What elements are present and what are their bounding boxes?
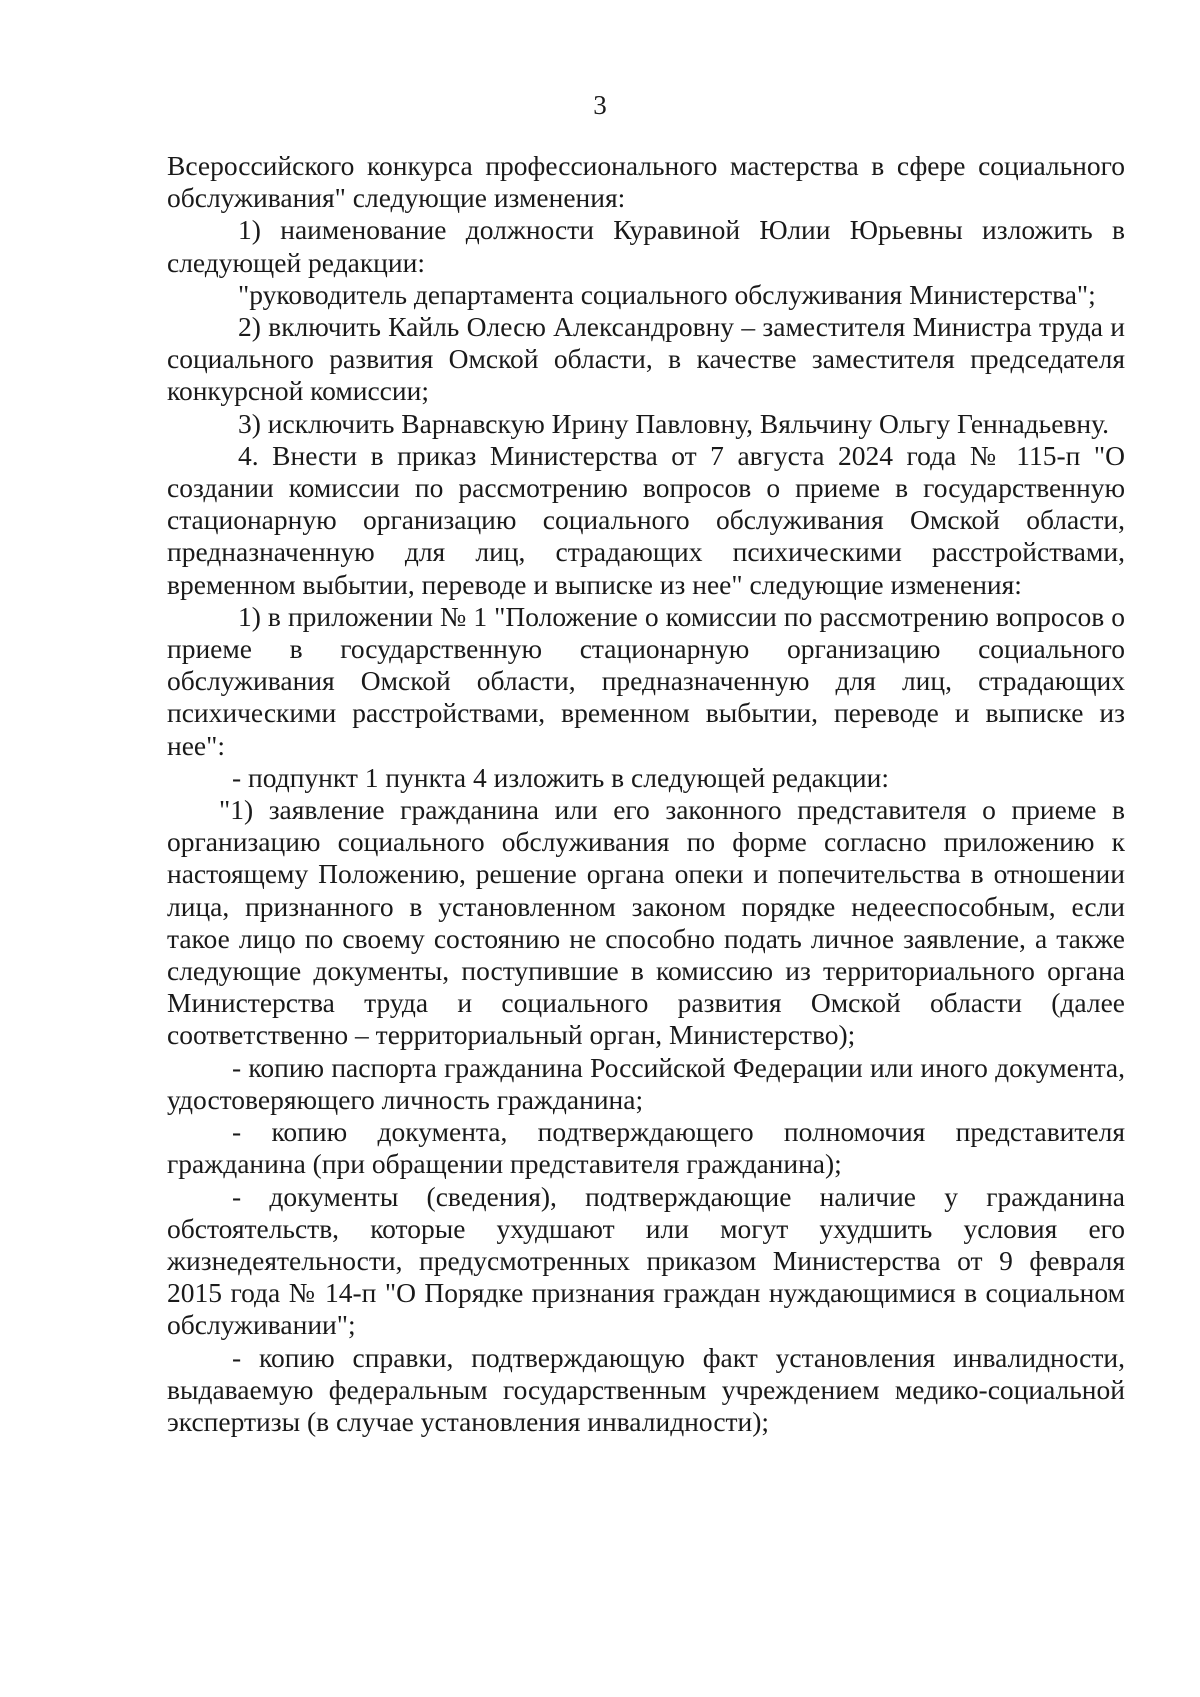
paragraph-item-2-include: 2) включить Кайль Олесю Александровну – заместителя Министра труда и социального развития Омской области, в качестве заместителя председателя конкурсной комиссии; <box>167 311 1125 407</box>
paragraph-section-4: 4. Внести в приказ Министерства от 7 августа 2024 года № 115-п "О создании комиссии по рассмотрению вопросов о приеме в государственную стационарную организацию социального обслуживания Омской области, предназначенную для лиц, страдающих психическими расстройствами, временном выбытии, переводе и выписке из нее" следующие изменения: <box>167 439 1125 600</box>
paragraph-appendix-1: 1) в приложении № 1 "Положение о комиссии по рассмотрению вопросов о приеме в государственную стационарную организацию социального обслуживания Омской области, предназначенную для лиц, страдающих психическими расстройствами, временном выбытии, переводе и выписке из нее": <box>167 600 1125 761</box>
page-number: 3 <box>593 90 607 120</box>
list-item-disability-certificate: - копию справки, подтверждающую факт установления инвалидности, выдаваемую федеральным государственным учреждением медико-социальной экспертизы (в случае установления инвалидности); <box>167 1341 1125 1437</box>
list-item-representative-document: - копию документа, подтверждающего полномочия представителя гражданина (при обращении представителя гражданина); <box>167 1116 1125 1180</box>
list-item-circumstances-documents: - документы (сведения), подтверждающие наличие у гражданина обстоятельств, которые ухудшают или могут ухудшить условия его жизнедеятельности, предусмотренных приказом Министерства от 9 февраля 2015 года № 14-п "О Порядке признания граждан нуждающимися в социальном обслуживании"; <box>167 1180 1125 1341</box>
paragraph-subclause-instruction: - подпункт 1 пункта 4 изложить в следующей редакции: <box>232 761 889 793</box>
list-item-passport-copy: - копию паспорта гражданина Российской Федерации или иного документа, удостоверяющего личность гражданина; <box>167 1051 1125 1115</box>
paragraph-new-position-title: "руководитель департамента социального обслуживания Министерства"; <box>238 278 1096 310</box>
document-body <box>167 150 1125 1438</box>
paragraph-item-3-exclude: 3) исключить Варнавскую Ирину Павловну, Вяльчину Ольгу Геннадьевну. <box>238 407 1109 439</box>
paragraph-item-1-position: 1) наименование должности Куравиной Юлии Юрьевны изложить в следующей редакции: <box>167 214 1125 278</box>
paragraph-new-subclause-text: "1) заявление гражданина или его законного представителя о приеме в организацию социального обслуживания по форме согласно приложению к настоящему Положению, решение органа опеки и попечительства в отношении лица, признанного в установленном законом порядке недееспособным, если такое лицо по своему состоянию не способно подать личное заявление, а также следующие документы, поступившие в комиссию из территориального органа Министерства труда и социального развития Омской области (далее соответственно – территориальный орган, Министерство); <box>167 794 1125 1051</box>
paragraph-contest-continuation: Всероссийского конкурса профессионального мастерства в сфере социального обслуживания" следующие изменения: <box>167 150 1125 214</box>
